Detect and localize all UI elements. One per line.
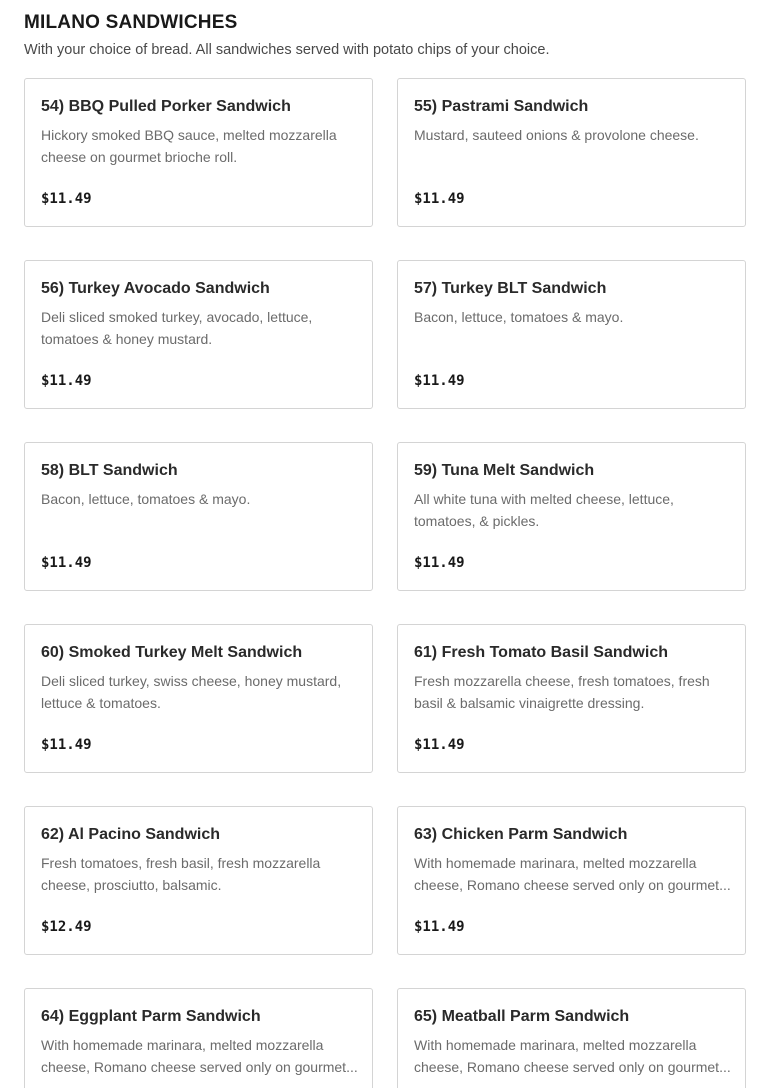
menu-item-card[interactable] [24,806,373,955]
menu-item-description: Mustard, sauteed onions & provolone cheese. [414,127,699,143]
menu-item-name: 58) BLT Sandwich [41,462,178,479]
menu-item-description: Deli sliced turkey, swiss cheese, honey mustard, lettuce & tomatoes. [41,673,342,711]
menu-item-name: 65) Meatball Parm Sandwich [414,1008,630,1025]
menu-item-card[interactable] [397,988,746,1088]
menu-item-description: Fresh mozzarella cheese, fresh tomatoes, fresh basil & balsamic vinaigrette dressing. [414,673,710,711]
menu-item-price: $11.49 [414,191,465,207]
menu-item-price: $11.49 [414,737,465,753]
menu-item-description: Fresh tomatoes, fresh basil, fresh mozzarella cheese, prosciutto, balsamic. [41,855,321,893]
menu-item-name: 64) Eggplant Parm Sandwich [41,1008,261,1025]
menu-item-card[interactable] [397,442,746,591]
menu-item-card[interactable] [24,78,373,227]
menu-item-price: $11.49 [414,919,465,935]
menu-item-description: Hickory smoked BBQ sauce, melted mozzarella cheese on gourmet brioche roll. [41,127,337,165]
menu-item-card[interactable] [24,624,373,773]
menu-item-price: $11.49 [41,555,92,571]
menu-item-name: 55) Pastrami Sandwich [414,98,589,115]
menu-item-price: $11.49 [414,555,465,571]
menu-item-name: 57) Turkey BLT Sandwich [414,280,607,297]
menu-item-card[interactable] [24,260,373,409]
menu-item-card[interactable] [397,78,746,227]
menu-item-price: $11.49 [414,373,465,389]
menu-item-description: All white tuna with melted cheese, lettuce, tomatoes, & pickles. [414,491,674,529]
menu-item-description: Bacon, lettuce, tomatoes & mayo. [41,491,251,507]
menu-item-card[interactable] [397,806,746,955]
menu-item-grid [24,78,746,1088]
menu-item-description: Bacon, lettuce, tomatoes & mayo. [414,309,624,325]
menu-item-name: 63) Chicken Parm Sandwich [414,826,628,843]
menu-item-name: 60) Smoked Turkey Melt Sandwich [41,644,303,661]
menu-item-description: With homemade marinara, melted mozzarella cheese, Romano cheese served only on gourmet... [414,855,731,893]
menu-item-card[interactable] [397,624,746,773]
menu-item-card[interactable] [24,442,373,591]
menu-item-name: 61) Fresh Tomato Basil Sandwich [414,644,668,661]
menu-item-price: $11.49 [41,373,92,389]
menu-item-description: Deli sliced smoked turkey, avocado, lettuce, tomatoes & honey mustard. [41,309,313,347]
menu-item-description: With homemade marinara, melted mozzarella cheese, Romano cheese served only on gourmet... [41,1037,358,1075]
menu-item-card[interactable] [397,260,746,409]
menu-item-price: $11.49 [41,737,92,753]
menu-item-card[interactable] [24,988,373,1088]
section-title: MILANO SANDWICHES [24,12,238,33]
menu-item-name: 62) Al Pacino Sandwich [41,826,221,843]
menu-item-price: $11.49 [41,191,92,207]
menu-item-name: 59) Tuna Melt Sandwich [414,462,595,479]
menu-item-name: 54) BBQ Pulled Porker Sandwich [41,98,291,115]
menu-item-description: With homemade marinara, melted mozzarella cheese, Romano cheese served only on gourmet... [414,1037,731,1075]
section-subtitle: With your choice of bread. All sandwiches served with potato chips of your choice. [24,42,550,58]
menu-item-price: $12.49 [41,919,92,935]
menu-item-name: 56) Turkey Avocado Sandwich [41,280,270,297]
